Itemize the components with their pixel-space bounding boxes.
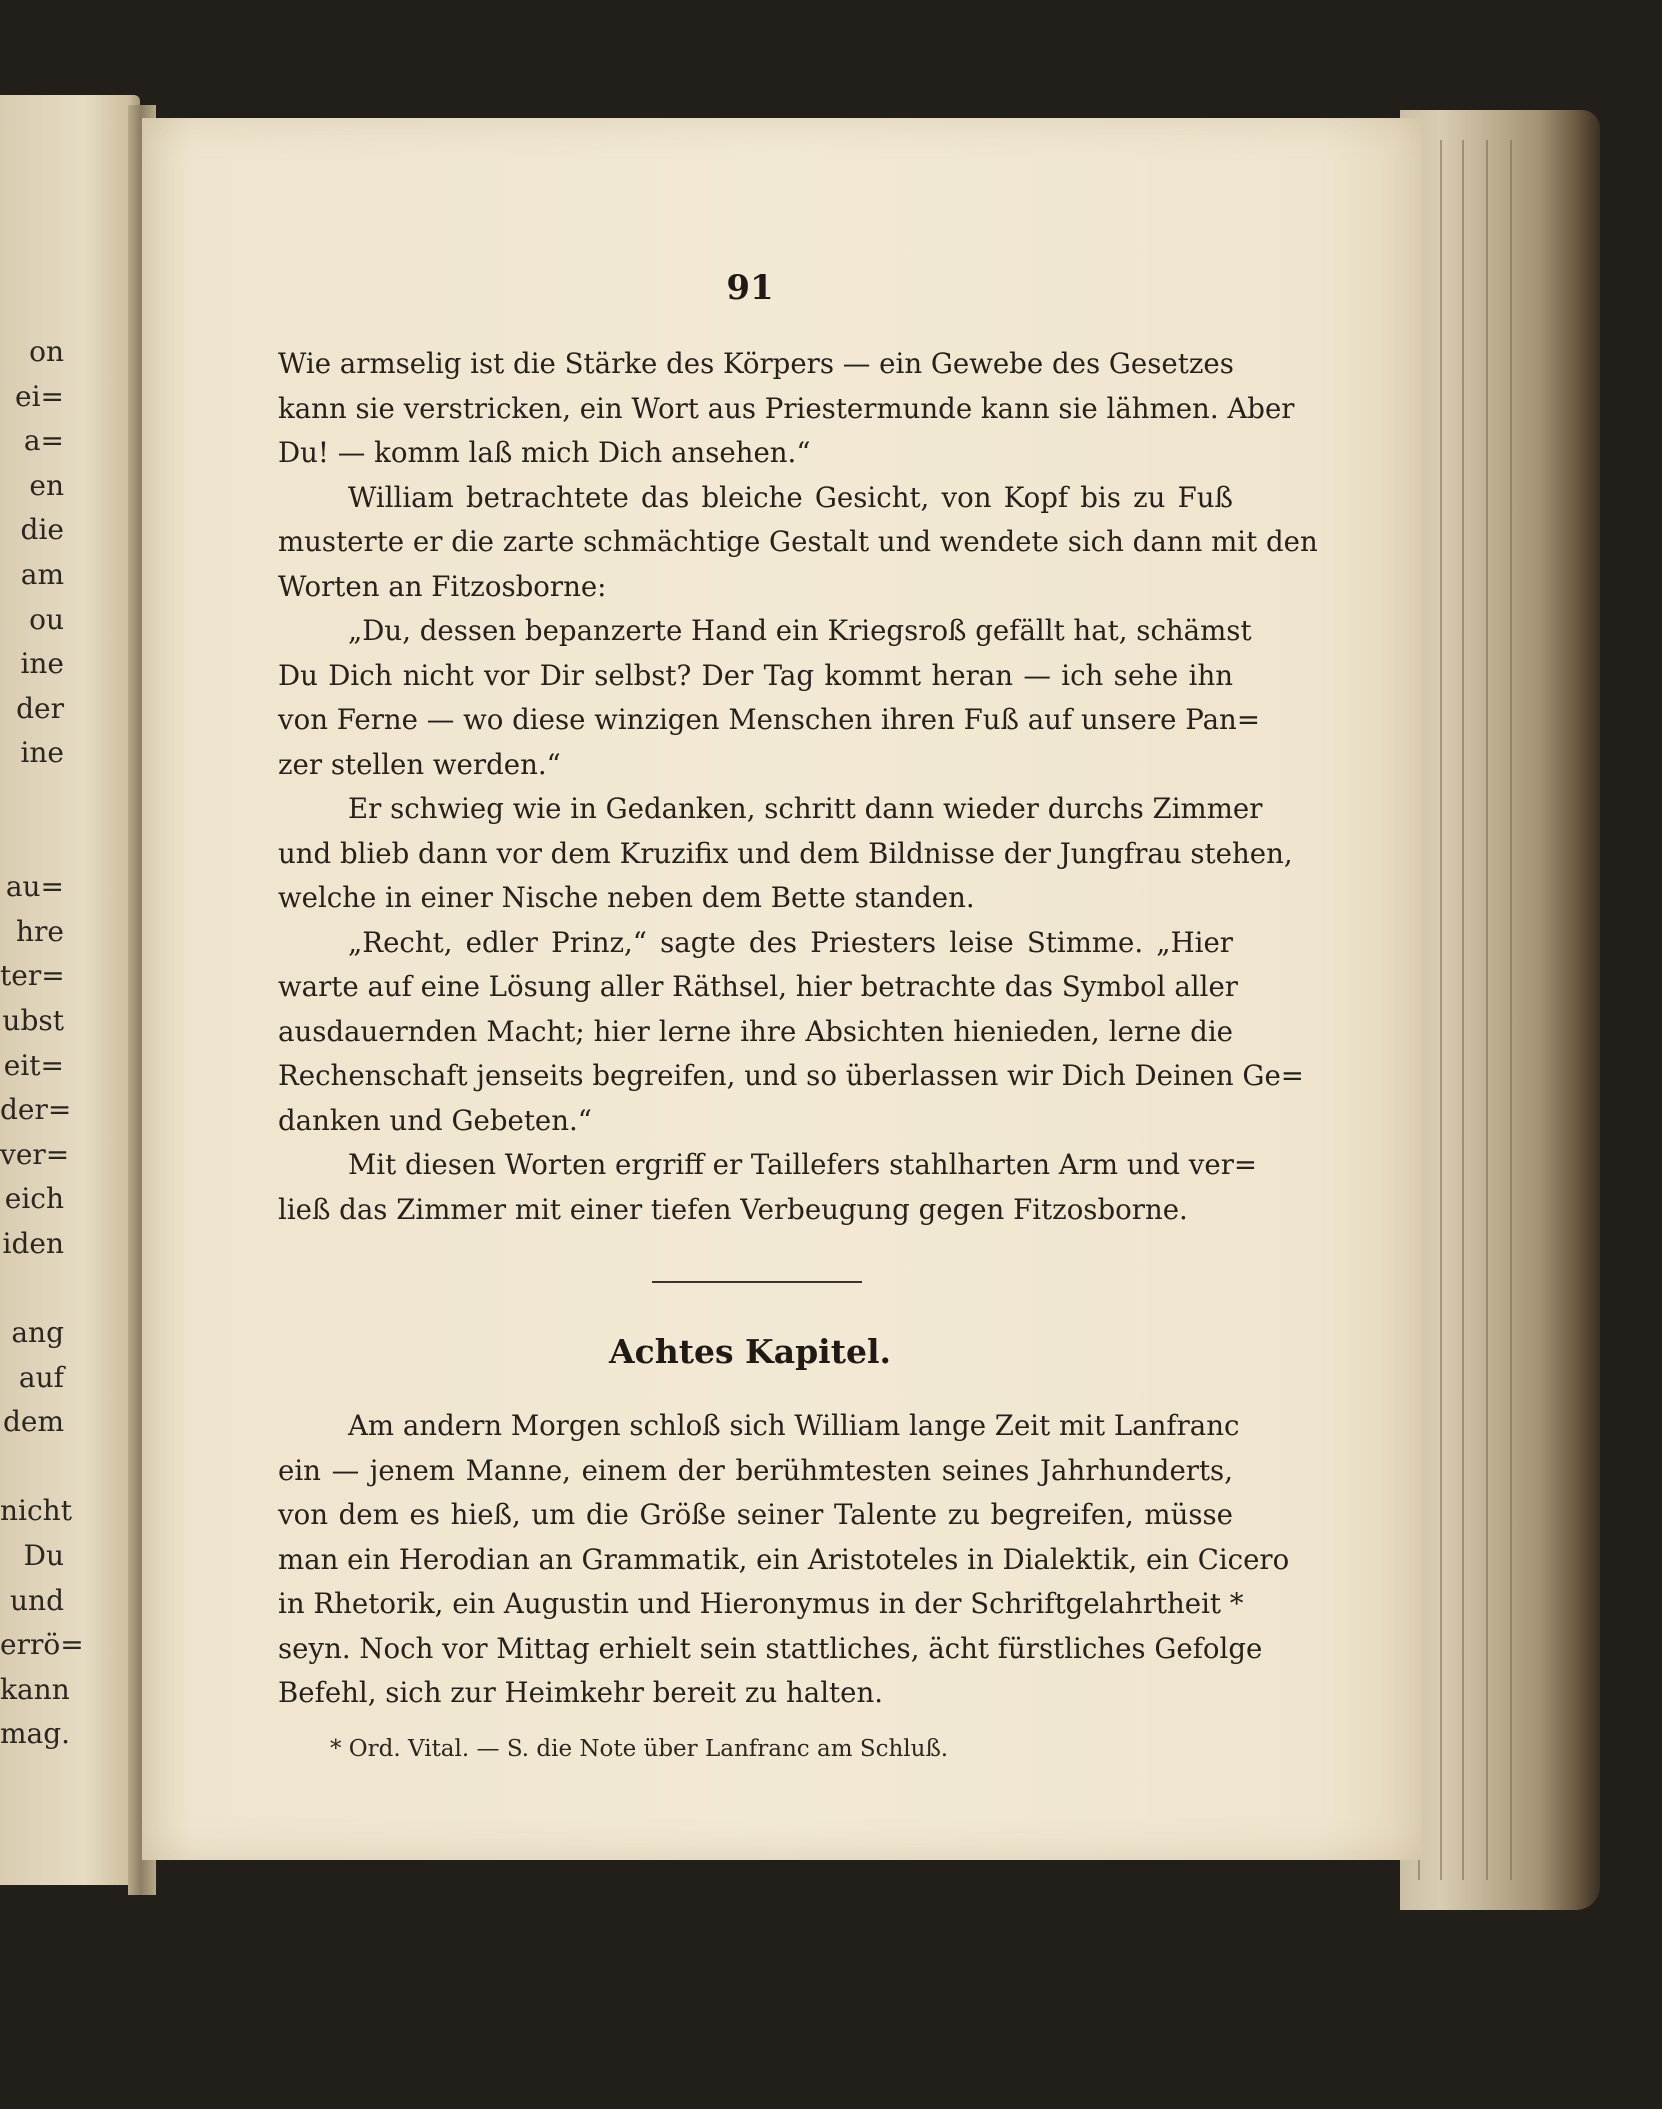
fragment-line: der=	[0, 1093, 72, 1127]
text-line: Wie armselig ist die Stärke des Körpers — ein Gewebe des Gesetzes	[278, 347, 1234, 380]
fragment-line: der	[16, 691, 64, 725]
fragment-line: ine	[20, 647, 64, 681]
fragment-line: iden	[2, 1226, 64, 1260]
text-line: von dem es hieß, um die Größe seiner Talente zu begreifen, müsse	[278, 1498, 1233, 1531]
fragment-line	[0, 1266, 64, 1311]
fragment-line: ang	[11, 1316, 64, 1350]
text-line: warte auf eine Lösung aller Räthsel, hier betrachte das Symbol aller	[278, 970, 1238, 1003]
text-line: Worten an Fitzosborne:	[278, 569, 607, 603]
text-line: „Du, dessen bepanzerte Hand ein Kriegsroß gefällt hat, schämst	[348, 614, 1252, 647]
text-line: Du! — komm laß mich Dich ansehen.“	[278, 436, 811, 469]
text-line: William betrachtete das bleiche Gesicht, von Kopf bis zu Fuß	[348, 480, 1233, 514]
body-text-bottom	[278, 1404, 1290, 1716]
fragment-line: die	[20, 513, 64, 547]
text-line: Befehl, sich zur Heimkehr bereit zu halten.	[278, 1676, 884, 1709]
page-edge-line	[1510, 140, 1512, 1880]
text-line: Mit diesen Worten ergriff er Taillefers stahlharten Arm und ver=	[348, 1148, 1258, 1181]
fragment-line: und	[10, 1583, 64, 1617]
fragment-line: ubst	[2, 1003, 64, 1037]
body-text-top	[278, 342, 1318, 1232]
fragment-line: mag.	[0, 1717, 71, 1751]
page-number: 91	[726, 268, 774, 308]
fragment-line: errö=	[0, 1628, 84, 1662]
fragment-line: dem	[2, 1405, 64, 1439]
text-line: Er schwieg wie in Gedanken, schritt dann wieder durchs Zimmer	[348, 792, 1263, 825]
text-line: von Ferne — wo diese winzigen Menschen ihren Fuß auf unsere Pan=	[278, 703, 1260, 736]
text-line: „Recht, edler Prinz,“ sagte des Priesters leise Stimme. „Hier	[348, 925, 1233, 959]
text-line: seyn. Noch vor Mittag erhielt sein stattliches, ächt fürstliches Gefolge	[278, 1631, 1263, 1665]
page-block-edge	[1400, 110, 1600, 1910]
fragment-line: ei=	[15, 379, 64, 413]
fragment-line: Du	[23, 1539, 64, 1573]
chapter-title: Achtes Kapitel.	[609, 1332, 891, 1371]
fragment-line: am	[20, 557, 64, 591]
page-edge-line	[1486, 140, 1488, 1880]
text-line: und blieb dann vor dem Kruzifix und dem Bildnisse der Jungfrau stehen,	[278, 836, 1293, 870]
fragment-line	[0, 1445, 64, 1490]
fragment-line: hre	[16, 914, 64, 948]
text-line: in Rhetorik, ein Augustin und Hieronymus in der Schriftgelahrtheit *	[278, 1587, 1244, 1620]
text-line: welche in einer Nische neben dem Bette standen.	[278, 881, 975, 914]
page-edge-line	[1440, 140, 1442, 1880]
fragment-line: au=	[5, 870, 64, 904]
text-line: zer stellen werden.“	[278, 747, 561, 781]
fragment-line: on	[29, 335, 64, 368]
text-line: ein — jenem Manne, einem der berühmtesten seines Jahrhunderts,	[278, 1453, 1233, 1487]
fragment-line: a=	[23, 424, 64, 458]
fragment-line: ver=	[0, 1137, 70, 1171]
fragment-line	[0, 776, 64, 821]
page-edge-line	[1462, 140, 1464, 1880]
fragment-line: auf	[18, 1360, 64, 1394]
text-line: Am andern Morgen schloß sich William lange Zeit mit Lanfranc	[348, 1409, 1240, 1442]
text-line: ließ das Zimmer mit einer tiefen Verbeugung gegen Fitzosborne.	[278, 1192, 1188, 1226]
section-divider	[652, 1281, 862, 1283]
fragment-line: kann	[0, 1672, 70, 1706]
text-line: kann sie verstricken, ein Wort aus Priestermunde kann sie lähmen. Aber	[278, 391, 1295, 425]
fragment-line: ine	[20, 736, 64, 770]
fragment-line: en	[29, 468, 64, 502]
text-line: Du Dich nicht vor Dir selbst? Der Tag kommt heran — ich sehe ihn	[278, 658, 1233, 692]
text-line: musterte er die zarte schmächtige Gestalt und wendete sich dann mit den	[278, 525, 1318, 558]
text-line: danken und Gebeten.“	[278, 1103, 592, 1137]
previous-page-text-fragments	[0, 330, 84, 1757]
fragment-line	[0, 821, 64, 866]
fragment-line: eich	[4, 1182, 64, 1216]
fragment-line: eit=	[3, 1048, 64, 1082]
footnote: * Ord. Vital. — S. die Note über Lanfranc am Schluß.	[330, 1736, 949, 1762]
text-line: Rechenschaft jenseits begreifen, und so überlassen wir Dich Deinen Ge=	[278, 1059, 1304, 1092]
text-line: man ein Herodian an Grammatik, ein Aristoteles in Dialektik, ein Cicero	[278, 1542, 1290, 1576]
fragment-line: ou	[29, 602, 64, 636]
text-line: ausdauernden Macht; hier lerne ihre Absichten hienieden, lerne die	[278, 1014, 1233, 1048]
fragment-line: nicht	[0, 1494, 72, 1528]
fragment-line: ter=	[0, 959, 65, 993]
